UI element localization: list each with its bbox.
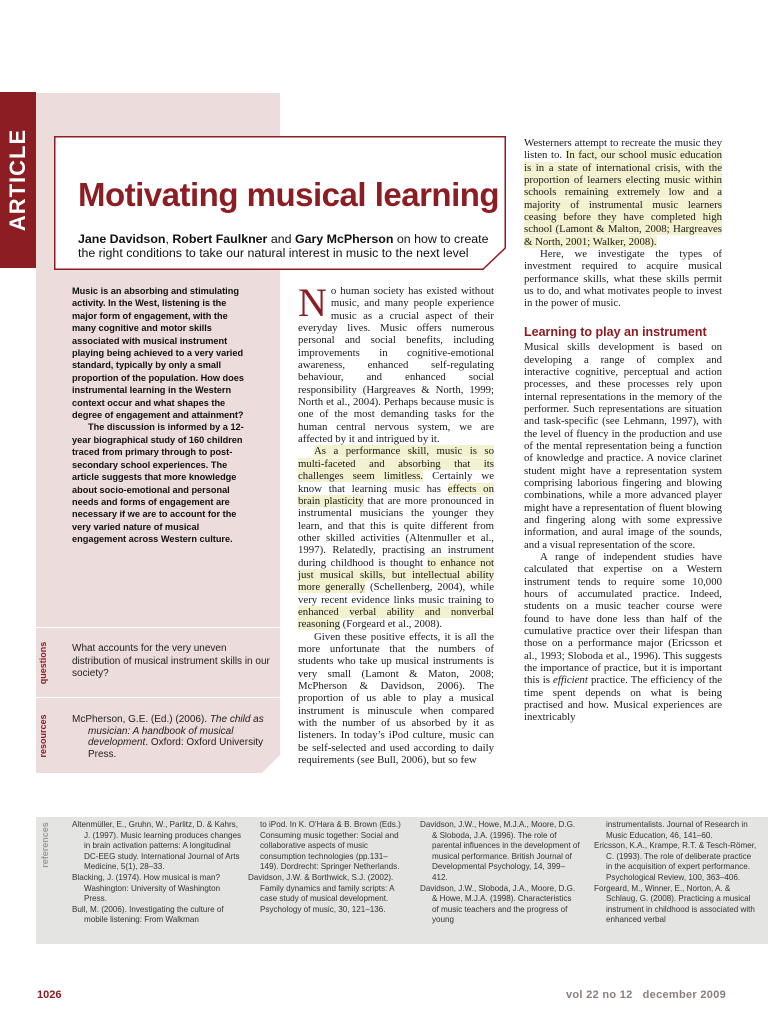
references-column-1 [72,820,244,926]
reference-entry: Davidson, J.W., Howe, M.J.A., Moore, D.G. & Sloboda, J.A. (1996). The role of parental influences in the development of musical performance. British Journal of Developmental Psychology, 14, 399–412. [420,820,580,882]
byline-description: on how to create the right conditions to take our natural interest in music to the next level [78,232,489,260]
article-title: Motivating musical learning [78,176,500,213]
resource-book-title: The child as musician: A handbook of musical development [88,714,264,748]
questions-label: questions [38,641,48,685]
highlight: to enhance not just musical skills, but intellectual ability more generally [298,556,494,594]
highlight: effects on brain plasticity [298,482,494,507]
body-paragraph: Given these positive effects, it is all the more unfortunate that the numbers of students who take up musical instruments is very small (Lamont & Maton, 2008; McPherson & Davidson, 2006). The proportion of us able to play a musical instrument is minuscule when compared with the number of us absorbed by it as listeners. In today’s iPod culture, music can be self-selected and used according to daily requirements (see Bull, 2006), but so few [298,630,494,767]
abstract-paragraph: The discussion is informed by a 12-year biographical study of 160 children traced from primary through to post-secondary school experiences. The article suggests that more knowledge about socio-emotional and personal needs and forms of engagement are necessary if we are to account for the very varied nature of musical engagement across Western culture. [72,422,244,545]
reference-entry: Forgeard, M., Winner, E., Norton, A. & Schlaug, G. (2008). Practicing a musical instrument in childhood is associated with enhanced verbal [594,883,755,925]
highlight: In fact, our school music education is in a state of international crisis, with the proportion of learners electing music within schools remaining extremely low and a majority of instrumental music learners ceasing before they have completed high school (Lamont & Malton, 2008; Hargreaves & North, 2001; Walker, 2008). [524,149,722,248]
body-paragraph: A range of independent studies have calculated that expertise on a Western instrument tends to require some 10,000 hours of accumulated practice. Indeed, students on a music teacher course were found to have done less than half of the cumulative practice over their lifespan than those on a performance major (Ericsson et al., 1993; Sloboda et al., 1996). This suggests the importance of practice, but it is important this is efficient practice. The efficiency of the time spent depends on what is being practised and how. Musical experiences are inextricably [524,551,723,724]
reference-entry: Davidson, J.W., Sloboda, J.A., Moore, D.G. & Howe, M.J.A. (1998). Characteristics of music teachers and the progress of young [420,883,576,925]
article-tab-label: ARTICLE [5,128,30,232]
highlight: enhanced verbal ability and nonverbal reasoning [298,605,494,631]
body-column-1 [298,280,494,767]
reference-entry: Altenmüller, E., Gruhn, W., Parlitz, D. & Kahrs, J. (1997). Music learning produces changes in brain activation patterns: A longitudinal DC-EEG study. International Journal of Arts Medicine, 5(1), 28–33. [72,820,242,872]
references-column-4 [594,820,758,926]
resources-label: resources [38,714,48,758]
page-number: 1026 [37,989,62,1001]
references-label: references [40,822,50,868]
questions-text: What accounts for the very uneven distribution of musical instrument skills in our society? [72,643,270,679]
reference-entry: Ericsson, K.A., Krampe, R.T. & Tesch-Römer, C. (1993). The role of deliberate practice in the acquisition of expert performance. Psychological Review, 100, 363–406. [594,841,757,882]
author-1: Jane Davidson [78,232,166,246]
questions-divider [36,627,280,628]
article-tab [0,92,36,268]
section-heading: Learning to play an instrument [524,324,707,339]
references-column-2 [248,820,406,915]
reference-entry: Blacking, J. (1974). How musical is man? Washington: University of Washington Press. [72,872,221,904]
reference-entry: Bull, M. (2006). Investigating the culture of mobile listening: From Walkman [72,904,224,925]
resources-divider [36,697,280,698]
author-separator-2: and [267,232,295,246]
issue-info: vol 22 no 12 december 2009 [566,989,727,1001]
body-paragraph: Musical skills development is based on developing a range of complex and interactive cognitive, perceptual and action processes, and these processes rely upon internal representations in the memory of the performer. Such representations are situation and task-specific (see Lehmann, 1997), with the level of fluency in the production and use of the mental representation being a function of knowledge and practice. A novice clarinet student might have a representation system comprising laborious fingering and blowing combinations, while a more advanced player might have a representation of fluent blowing and fingering along with some expressive information, and aural image of the sounds, and a visual representation of the score. [524,341,722,551]
body-paragraph: As a performance skill, music is so multi-faceted and absorbing that its challenges seem limitless. Certainly we know that learning music has effects on brain plasticity that are more pronounced in instrumental musicians the younger they learn, and that this is quite different from other skilled activities (Altenmuller et al., 1997). Relatedly, practising an instrument during childhood is thought to enhance not just musical skills, but intellectual ability more generally (Schellenberg, 2004), while very recent evidence links music training to enhanced verbal ability and nonverbal reasoning (Forgeard et al., 2008). [298,445,494,631]
resources-text: McPherson, G.E. (Ed.) (2006). The child as musician: A handbook of musical development. Oxford: Oxford University Press. [72,714,264,760]
body-column-2 [524,137,722,724]
author-2: Robert Faulkner [172,232,268,246]
author-3: Gary McPherson [294,232,394,246]
abstract [72,285,250,546]
reference-entry: Davidson, J.W. & Borthwick, S.J. (2002). Family dynamics and family scripts: A case study of musical development. Psychology of music, 30, 121–136. [248,872,395,914]
references-column-3 [420,820,580,926]
abstract-paragraph: Music is an absorbing and stimulating activity. In the West, listening is the major form of engagement, with the many cognitive and motor skills associated with musical instrument playing being achieved to a very varied standard, typically by only a small proportion of the population. How does instrumental learning in the Western context occur and what shapes the degree of engagement and attainment? [72,286,244,421]
reference-entry: to iPod. In K. O’Hara & B. Brown (Eds.) Consuming music together: Social and collaborative aspects of music consumption technologies (pp.131–149). Dordrecht: Springer Netherlands. [260,820,401,872]
body-paragraph: Here, we investigate the types of investment required to acquire musical performance skills, what these skills permit us to do, and what motivates people to invest in the power of music. [524,248,722,310]
author-separator-1: , [165,232,173,246]
emphasis: efficient [553,674,588,687]
body-paragraph: No human society has existed without music, and many people experience music as a crucial aspect of their everyday lives. Music offers numerous personal and social benefits, including improvements in cognitive-emotional awareness, enhanced self-regulating behaviour, and enhanced social responsibility (Hargreaves & North, 1999; North et al., 2004). Perhaps because music is one of the most demanding tasks for the human central nervous system, we are affected by it and intrigued by it. [298,280,494,446]
reference-entry: instrumentalists. Journal of Research in Music Education, 46, 141–60. [606,820,748,840]
highlight: As a performance skill, music is so multi-faceted and absorbing that its challenges seem limitless. [298,445,494,483]
drop-cap: N [298,280,327,325]
body-paragraph: Westerners attempt to recreate the music they listen to. In fact, our school music education is in a state of international crisis, with the proportion of learners electing music within schools remaining extremely low and a majority of instrumental music learners ceasing before they have completed high school (Lamont & Malton, 2008; Hargreaves & North, 2001; Walker, 2008). [524,137,722,248]
byline [78,232,498,260]
